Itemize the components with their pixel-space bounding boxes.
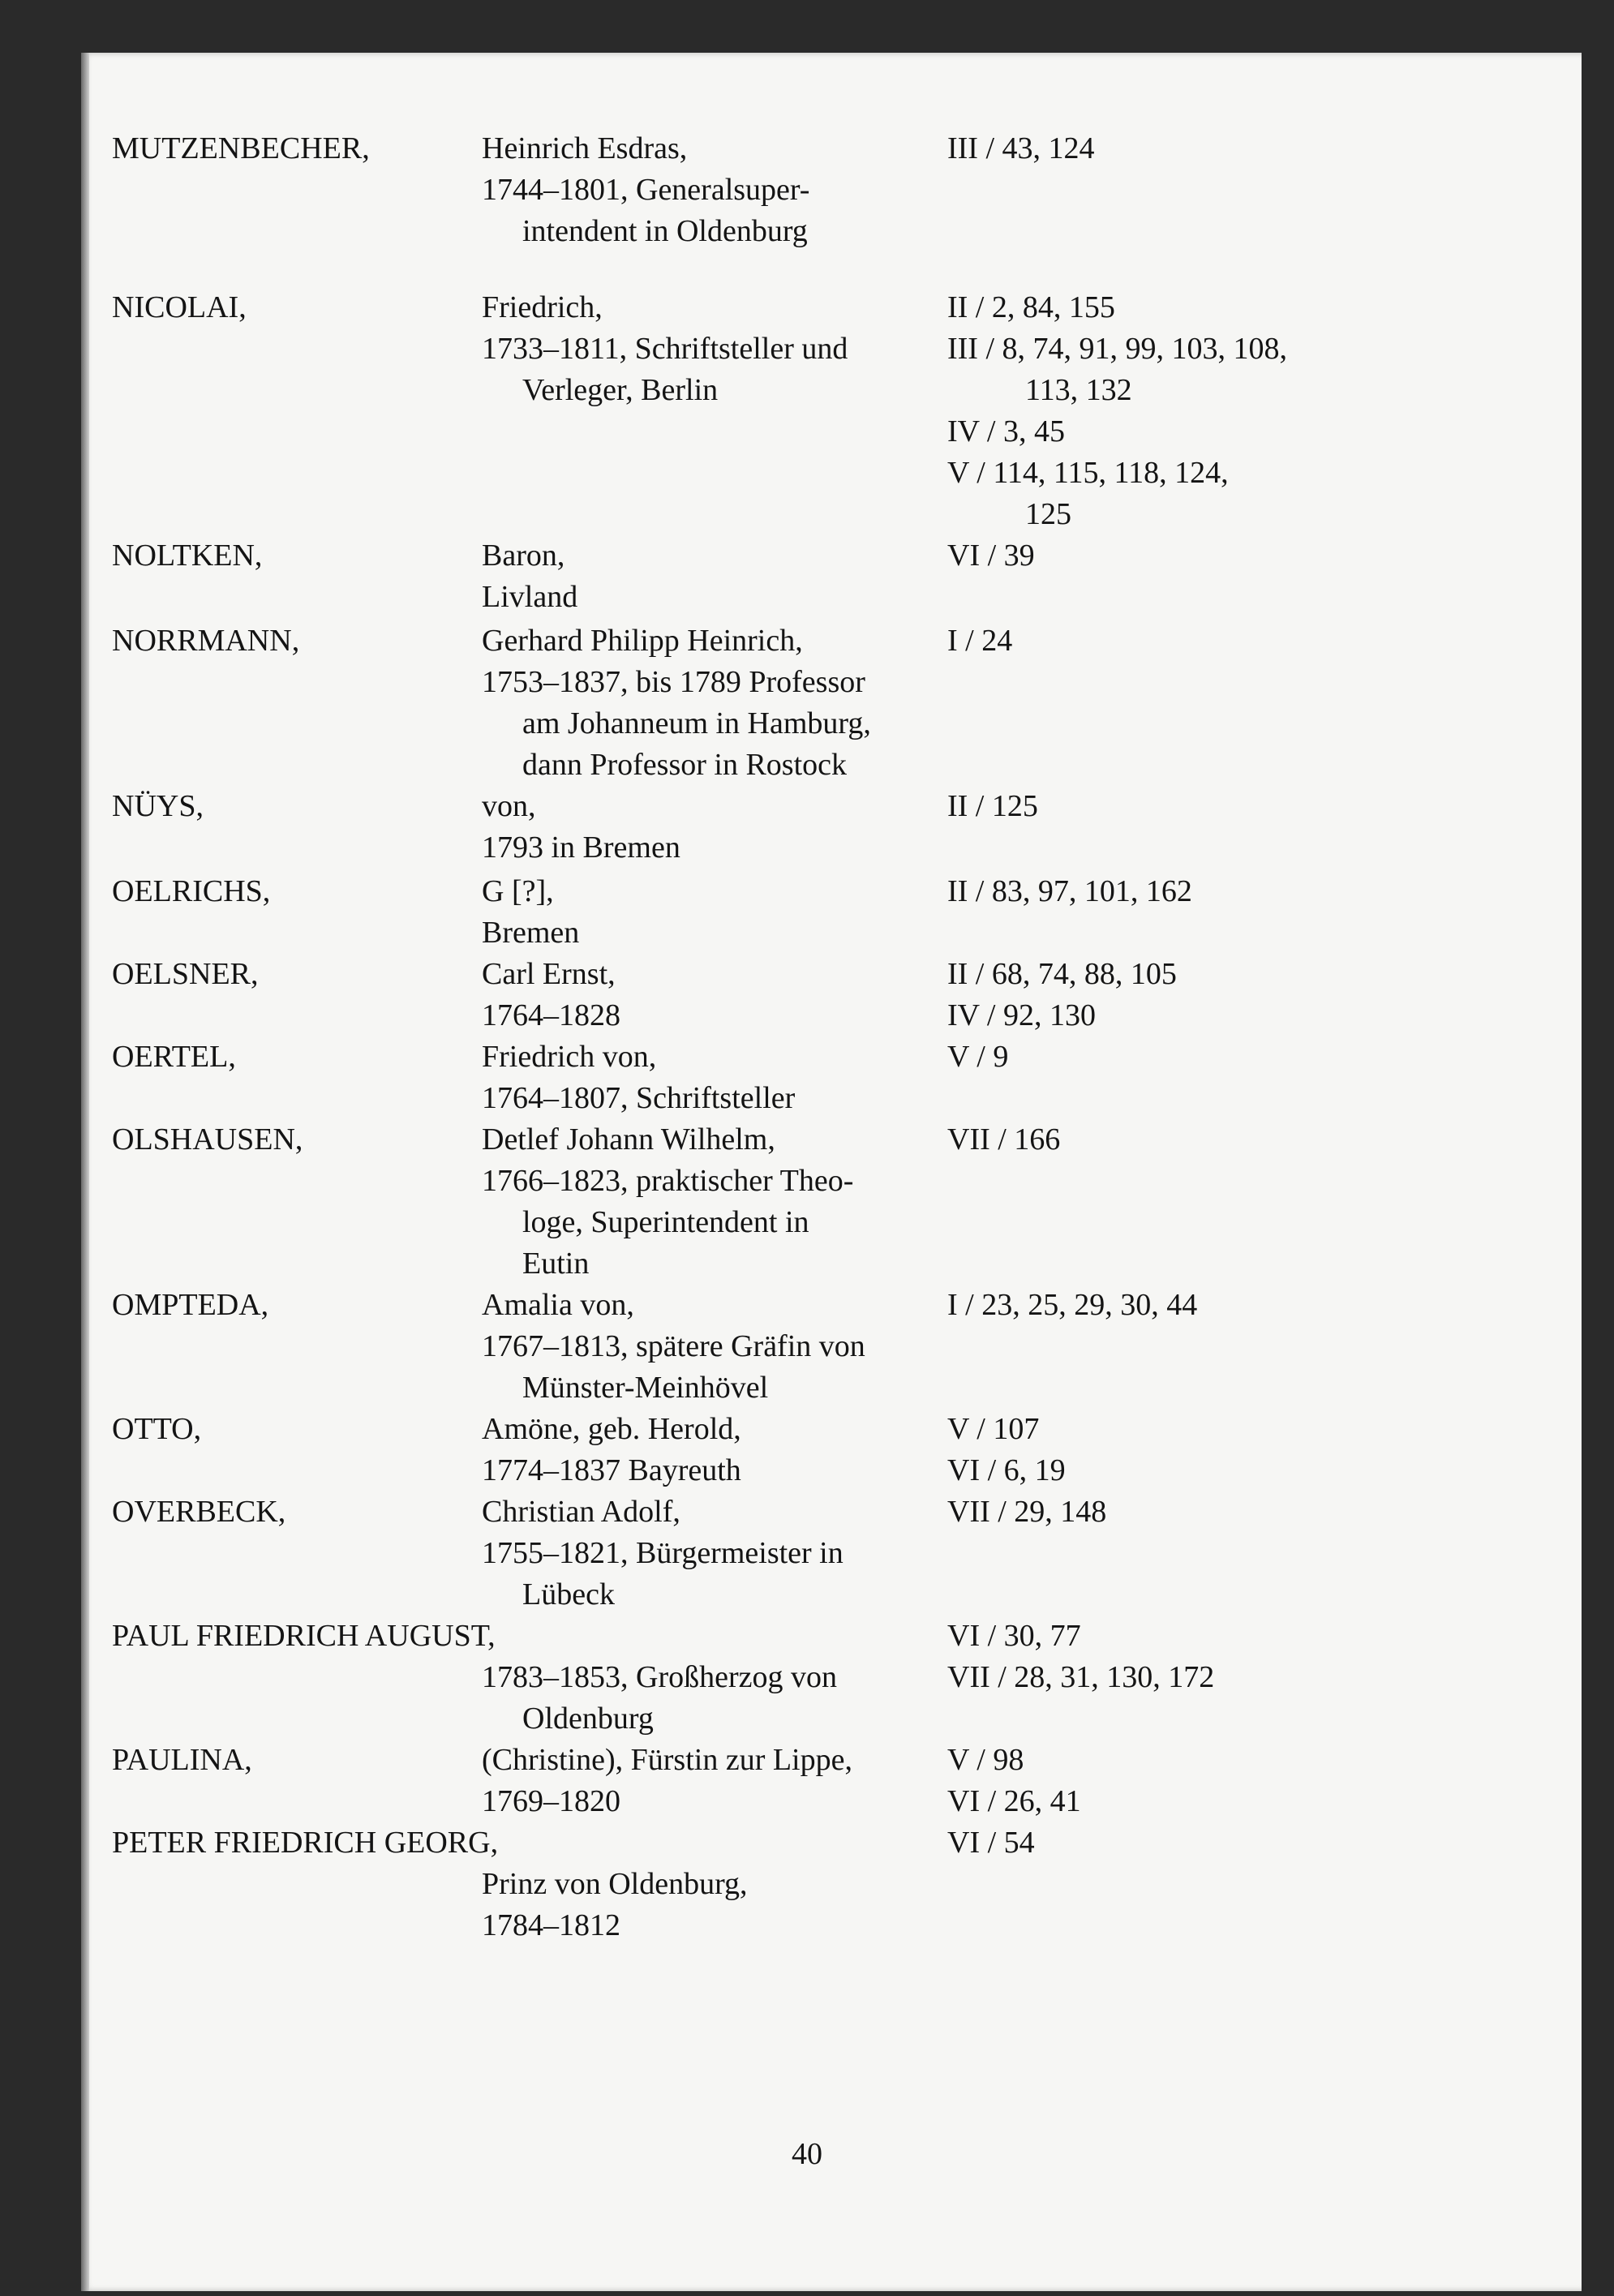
reference-line: VI / 6, 19 <box>947 1453 1066 1487</box>
reference-line: IV / 3, 45 <box>947 414 1065 448</box>
register-entry <box>112 1036 1491 1119</box>
reference-line: VII / 166 <box>947 1122 1061 1157</box>
entry-name: NORRMANN, <box>112 624 300 658</box>
reference-line: IV / 92, 130 <box>947 998 1096 1032</box>
info-line: 1767–1813, spätere Gräfin von <box>482 1329 865 1363</box>
register-entry <box>112 1409 1491 1491</box>
register-entry <box>112 128 1491 252</box>
info-line: 1769–1820 <box>482 1784 620 1818</box>
entry-info <box>482 128 947 252</box>
register-entry <box>112 1740 1491 1822</box>
reference-line: V / 114, 115, 118, 124, <box>947 456 1229 490</box>
reference-line: II / 83, 97, 101, 162 <box>947 874 1192 908</box>
register-entry <box>112 1822 1491 1946</box>
entry-name: PAULINA, <box>112 1743 252 1777</box>
register-entries <box>112 128 1491 1946</box>
register-entry <box>112 1616 1491 1740</box>
entry-name: MUTZENBECHER, <box>112 131 370 165</box>
info-line: Detlef Johann Wilhelm, <box>482 1122 775 1157</box>
info-line: 1793 in Bremen <box>482 830 680 865</box>
entry-name: OVERBECK, <box>112 1495 286 1529</box>
entry-references <box>947 1491 1434 1616</box>
entry-references <box>947 1822 1434 1946</box>
info-line: 1764–1807, Schriftsteller <box>482 1081 796 1115</box>
reference-line: V / 9 <box>947 1040 1009 1074</box>
info-line: Christian Adolf, <box>482 1495 680 1529</box>
info-line: von, <box>482 789 536 823</box>
entry-references <box>947 1740 1434 1822</box>
entry-info <box>482 287 947 535</box>
reference-line: I / 24 <box>947 624 1013 658</box>
register-entry <box>112 1285 1491 1409</box>
info-line: dann Professor in Rostock <box>522 748 848 782</box>
reference-line: VII / 28, 31, 130, 172 <box>947 1660 1215 1694</box>
reference-line: 125 <box>1025 497 1071 531</box>
entry-name-cell <box>112 1822 499 1946</box>
info-line: Amalia von, <box>482 1288 634 1322</box>
entry-info <box>482 1119 947 1285</box>
entry-info <box>482 871 947 954</box>
entry-references <box>947 1285 1434 1409</box>
entry-references <box>947 535 1434 618</box>
info-line: Baron, <box>482 539 565 573</box>
entry-name: OELRICHS, <box>112 874 271 908</box>
info-line: 1764–1828 <box>482 998 620 1032</box>
entry-references <box>947 1036 1434 1119</box>
entry-info <box>482 1491 947 1616</box>
page-number: 40 <box>792 2137 822 2171</box>
register-entry <box>112 1491 1491 1616</box>
register-entry <box>112 871 1491 954</box>
register-entry <box>112 786 1491 869</box>
reference-line: 113, 132 <box>1025 373 1132 407</box>
reference-line: I / 23, 25, 29, 30, 44 <box>947 1288 1198 1322</box>
entry-name: OELSNER, <box>112 957 259 991</box>
info-line: Lübeck <box>522 1577 615 1611</box>
info-line: Gerhard Philipp Heinrich, <box>482 624 803 658</box>
reference-line: V / 107 <box>947 1412 1040 1446</box>
info-line <box>482 1616 947 1657</box>
entry-name: OTTO, <box>112 1412 202 1446</box>
entry-info <box>482 1409 947 1491</box>
entry-name: NICOLAI, <box>112 290 247 324</box>
info-line: 1755–1821, Bürgermeister in <box>482 1536 843 1570</box>
entry-references <box>947 287 1434 535</box>
entry-name: NOLTKEN, <box>112 539 263 573</box>
entry-info <box>482 786 947 869</box>
info-line: Eutin <box>522 1247 590 1281</box>
info-line: Friedrich von, <box>482 1040 657 1074</box>
info-line: 1783–1853, Großherzog von <box>482 1660 837 1694</box>
info-line: intendent in Oldenburg <box>522 214 808 248</box>
entry-references <box>947 786 1434 869</box>
info-line: 1733–1811, Schriftsteller und <box>482 332 848 366</box>
entry-name: OLSHAUSEN, <box>112 1122 303 1157</box>
entry-info <box>482 954 947 1036</box>
entry-name: PETER FRIEDRICH GEORG, <box>112 1826 499 1860</box>
entry-references <box>947 620 1434 786</box>
entry-references <box>947 954 1434 1036</box>
info-line: Oldenburg <box>522 1702 654 1736</box>
entry-references <box>947 871 1434 954</box>
reference-line: VI / 54 <box>947 1826 1035 1860</box>
info-line: 1744–1801, Generalsuper- <box>482 173 810 207</box>
entry-info <box>482 1740 947 1822</box>
reference-line: VI / 30, 77 <box>947 1619 1081 1653</box>
info-line: Verleger, Berlin <box>522 373 719 407</box>
info-line: Amöne, geb. Herold, <box>482 1412 741 1446</box>
entry-info <box>482 1285 947 1409</box>
register-entry <box>112 287 1491 535</box>
info-line: Heinrich Esdras, <box>482 131 688 165</box>
entry-info <box>482 1616 947 1740</box>
info-line: Friedrich, <box>482 290 603 324</box>
entry-info <box>482 1822 947 1946</box>
entry-info <box>482 1036 947 1119</box>
info-line: Bremen <box>482 916 580 950</box>
info-line: 1753–1837, bis 1789 Professor <box>482 665 865 699</box>
info-line: Münster-Meinhövel <box>522 1371 769 1405</box>
entry-references <box>947 1119 1434 1285</box>
reference-line: III / 8, 74, 91, 99, 103, 108, <box>947 332 1288 366</box>
info-line: am Johanneum in Hamburg, <box>522 706 871 740</box>
reference-line: II / 2, 84, 155 <box>947 290 1115 324</box>
entry-references <box>947 128 1434 252</box>
entry-name: NÜYS, <box>112 789 204 823</box>
info-line: (Christine), Fürstin zur Lippe, <box>482 1743 852 1777</box>
entry-name: PAUL FRIEDRICH AUGUST, <box>112 1619 496 1653</box>
register-entry <box>112 620 1491 786</box>
page-binding-edge <box>81 53 89 2291</box>
reference-line: II / 125 <box>947 789 1038 823</box>
entry-name-cell <box>112 1616 496 1740</box>
entry-info <box>482 535 947 618</box>
entry-references <box>947 1409 1434 1491</box>
info-line: Livland <box>482 580 578 614</box>
reference-line: VI / 26, 41 <box>947 1784 1081 1818</box>
reference-line: V / 98 <box>947 1743 1024 1777</box>
reference-line: III / 43, 124 <box>947 131 1095 165</box>
reference-line: II / 68, 74, 88, 105 <box>947 957 1177 991</box>
info-line: Prinz von Oldenburg, <box>482 1867 748 1901</box>
info-line: 1774–1837 Bayreuth <box>482 1453 741 1487</box>
info-line: G [?], <box>482 874 554 908</box>
register-entry <box>112 1119 1491 1285</box>
entry-info <box>482 620 947 786</box>
reference-line: VII / 29, 148 <box>947 1495 1107 1529</box>
info-line: loge, Superintendent in <box>522 1205 809 1239</box>
info-line: 1766–1823, praktischer Theo- <box>482 1164 854 1198</box>
info-line <box>482 1822 947 1864</box>
register-entry <box>112 954 1491 1036</box>
info-line: Carl Ernst, <box>482 957 616 991</box>
entry-name: OMPTEDA, <box>112 1288 269 1322</box>
entry-references <box>947 1616 1434 1740</box>
reference-line: VI / 39 <box>947 539 1035 573</box>
info-line: 1784–1812 <box>482 1908 620 1942</box>
register-entry <box>112 535 1491 618</box>
entry-name: OERTEL, <box>112 1040 236 1074</box>
